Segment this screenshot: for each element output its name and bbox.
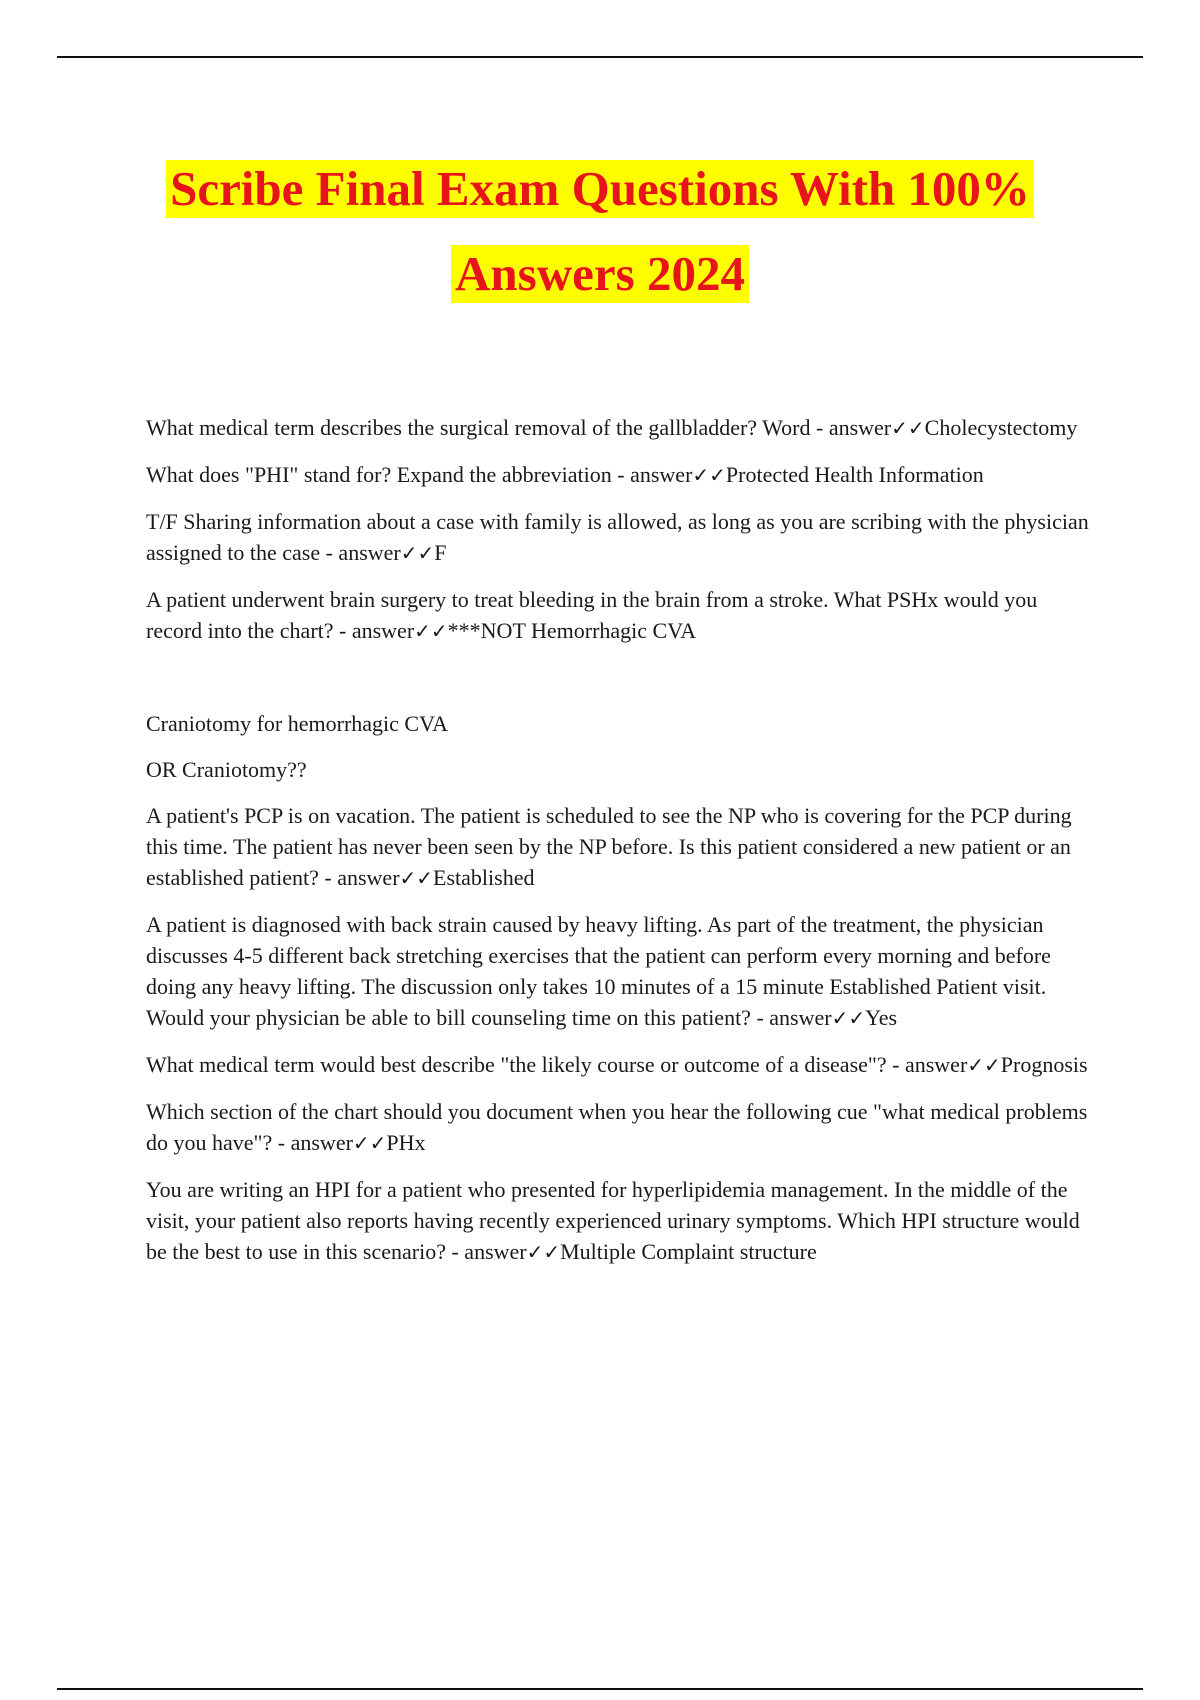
checkmark-icon: ✓✓ [414, 619, 448, 643]
document-body [146, 412, 1092, 1283]
question-text: What does "PHI" stand for? Expand the abbreviation - answer [146, 462, 693, 487]
question-text: A patient's PCP is on vacation. The patient is scheduled to see the NP who is covering for the PCP during this time. The patient has never been seen by the NP before. Is this patient considered a new patient or an established patient? - answer [146, 803, 1072, 890]
checkmark-icon: ✓✓ [692, 463, 726, 487]
title-line-2: Answers 2024 [451, 245, 749, 303]
qa-item [146, 1096, 1092, 1159]
question-text: Which section of the chart should you document when you hear the following cue "what medical problems do you have"? - answer [146, 1099, 1088, 1155]
question-text: A patient underwent brain surgery to treat bleeding in the brain from a stroke. What PSHx would you record into the chart? - answer [146, 587, 1038, 643]
checkmark-icon: ✓✓ [352, 1131, 387, 1155]
qa-item [146, 800, 1092, 894]
answer-text: PHx [386, 1130, 426, 1155]
checkmark-icon: ✓✓ [891, 416, 925, 440]
answer-text: Yes [865, 1005, 898, 1030]
plain-paragraph [146, 708, 1092, 739]
qa-item [146, 909, 1092, 1034]
qa-item [146, 1049, 1092, 1081]
answer-text: ***NOT Hemorrhagic CVA [447, 618, 697, 643]
question-text: What medical term describes the surgical removal of the gallbladder? Word - answer [146, 415, 892, 440]
answer-text: Protected Health Information [725, 462, 984, 487]
answer-text: Cholecystectomy [924, 415, 1078, 440]
question-text: T/F Sharing information about a case with family is allowed, as long as you are scribing with the physician assigned to the case - answer [146, 509, 1089, 565]
qa-item [146, 412, 1092, 444]
qa-item [146, 1174, 1092, 1268]
blank-space [146, 662, 1092, 708]
answer-text: Multiple Complaint structure [560, 1239, 817, 1264]
question-text: What medical term would best describe "the likely course or outcome of a disease"? - answer [146, 1052, 968, 1077]
title-line-1: Scribe Final Exam Questions With 100% [166, 160, 1034, 218]
plain-paragraph [146, 754, 1092, 785]
answer-text: Established [433, 865, 535, 890]
qa-item [146, 459, 1092, 491]
qa-item [146, 506, 1092, 569]
checkmark-icon: ✓✓ [526, 1240, 561, 1264]
checkmark-icon: ✓✓ [399, 866, 434, 890]
checkmark-icon: ✓✓ [400, 541, 435, 565]
qa-item [146, 584, 1092, 647]
top-rule [57, 56, 1143, 58]
question-text: A patient is diagnosed with back strain caused by heavy lifting. As part of the treatment, the physician discusses 4-5 different back stretching exercises that the patient can perform every morning and before doing any heavy lifting. The discussion only takes 10 minutes of a 15 minute Established Patient visit. Would your physician be able to bill counseling time on this patient? - answer [146, 912, 1051, 1030]
question-text: You are writing an HPI for a patient who presented for hyperlipidemia management. In the middle of the visit, your patient also reports having recently experienced urinary symptoms. Which HPI structure would be the best to use in this scenario? - answer [146, 1177, 1080, 1264]
paragraph-text: Craniotomy for hemorrhagic CVA [146, 711, 449, 736]
checkmark-icon: ✓✓ [967, 1053, 1001, 1077]
checkmark-icon: ✓✓ [831, 1006, 866, 1030]
answer-text: Prognosis [1000, 1052, 1088, 1077]
bottom-rule [57, 1688, 1143, 1690]
answer-text: F [434, 540, 447, 565]
paragraph-text: OR Craniotomy?? [146, 757, 307, 782]
document-title [0, 160, 1200, 303]
